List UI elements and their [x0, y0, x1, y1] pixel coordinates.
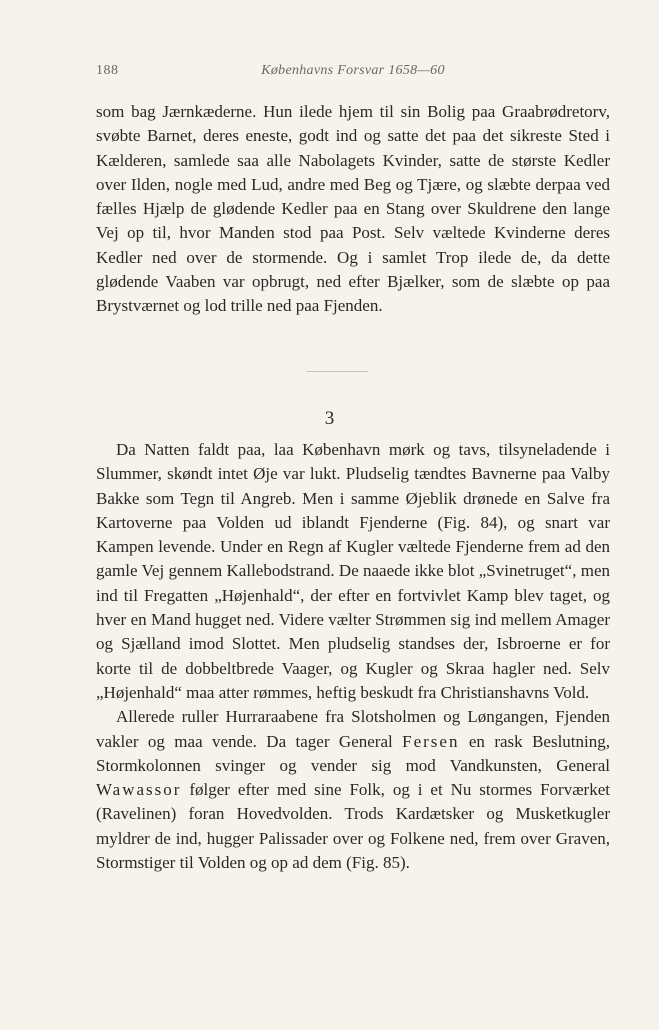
section-number: 3 [324, 408, 335, 429]
name-wawassor: Wawassor [96, 780, 182, 800]
name-fersen: Fersen [402, 731, 460, 751]
running-title: Københavns Forsvar 1658—60 [261, 63, 445, 78]
paragraph-1: som bag Jærnkæderne. Hun ilede hjem til sin Bolig paa Graabrødretorv, svøbte Barnet, deres eneste, godt ind og satte det paa det sikreste Sted i Kælderen, samlede saa alle Nabolagets Kvinder, satte de største Kedler over Ilden, nogle med Lud, andre med Beg og Tjære, og slæbte derpaa ved fælles Hjælp de glødende Kedler paa en Stang over Skuldrene den lange Vej op til, hvor Manden stod paa Post. Selv væltede Kvinderne deres Kedler ned over de stormende. Og i samlet Trop ilede de, da dette glødende Vaaben var opbrugt, ned efter Bjælker, som de slæbte op paa Brystværnet og lod trille ned paa Fjenden. [96, 102, 610, 316]
paragraph-3-part-2: en rask Beslutning, Stormkolonnen svinger og vender sig mod Vandkunsten, General [96, 731, 610, 775]
paragraph-3-part-3: følger efter med sine Folk, og i et Nu stormes Forværket (Ravelinen) foran Hovedvolden. Trods Kardætsker og Musketkugler myldrer de ind, hugger Palissader over og Folkene ned, frem over Graven, Stormstiger til Volden og op ad dem (Fig. 85). [96, 780, 610, 873]
page-number: 188 [96, 63, 119, 78]
paragraph-3 [96, 705, 610, 875]
section-divider [306, 371, 368, 372]
paragraph-2: Da Natten faldt paa, laa København mørk og tavs, tilsyneladende i Slummer, skøndt intet Øje var lukt. Pludselig tændtes Bavnerne paa Valby Bakke som Tegn til Angreb. Men i samme Øjeblik drønede en Salve fra Kartoverne paa Volden ud iblandt Fjenderne (Fig. 84), og snart var Kampen levende. Under en Regn af Kugler væltede Fjenderne frem ad den gamle Vej gennem Kallebodstrand. De naaede ikke blot „Svinetruget“, men ind til Fregatten „Højenhald“, der efter en fortvivlet Kamp blev taget, og hver en Mand hugget ned. Videre vælter Strømmen sig ind mellem Amager og Sjælland imod Slottet. Men pludselig standses der, Isbroerne er for korte til de dobbeltbrede Vaager, og Kugler og Skraa hagler ned. Selv „Højenhald“ maa atter rømmes, heftig beskudt fra Christianshavns Vold. [96, 440, 610, 702]
text-block-section-3 [96, 438, 610, 875]
paragraph-3-part-1: Allerede ruller Hurraraabene fra Slotsholmen og Løngangen, Fjenden vakler og maa vende. Da tager General [96, 707, 610, 751]
running-head [96, 63, 610, 83]
text-block-top [96, 100, 610, 319]
